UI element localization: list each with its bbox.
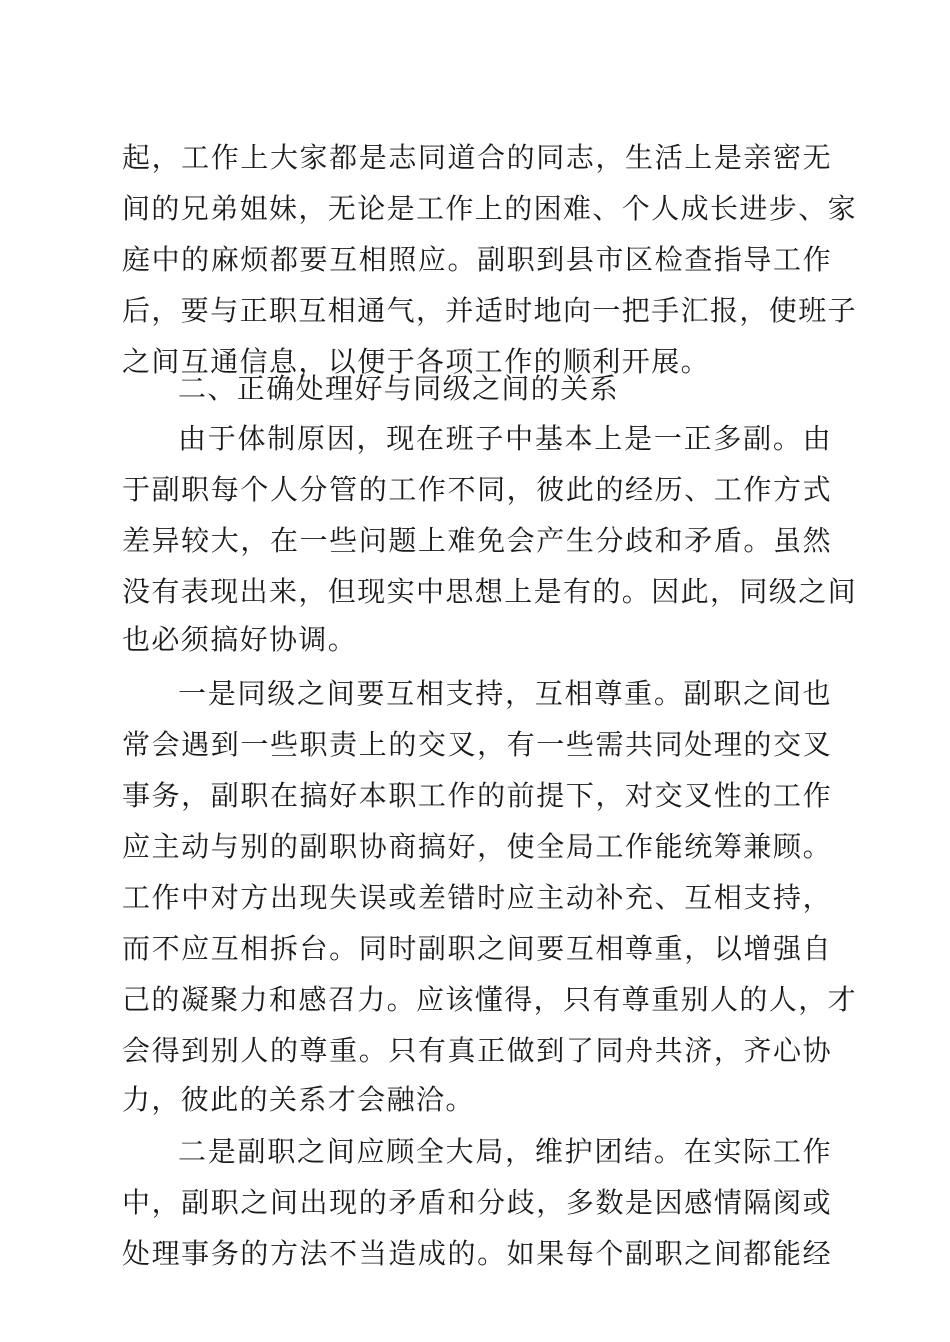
text-line: 起，工作上大家都是志同道合的同志，生活上是亲密无 [122, 141, 832, 174]
text-line: 由于体制原因，现在班子中基本上是一正多副。由 [178, 422, 832, 455]
text-line: 中，副职之间出现的矛盾和分歧，多数是因感情隔阂或 [122, 1186, 832, 1219]
section-heading: 二、正确处理好与同级之间的关系 [178, 372, 620, 405]
text-line: 没有表现出来，但现实中思想上是有的。因此，同级之间 [122, 575, 858, 608]
text-line: 后，要与正职互相通气，并适时地向一把手汇报，使班子 [122, 294, 858, 327]
text-line: 而不应互相拆台。同时副职之间要互相尊重，以增强自 [122, 932, 832, 965]
text-line: 二是副职之间应顾全大局，维护团结。在实际工作 [178, 1135, 832, 1168]
text-line: 应主动与别的副职协商搞好，使全局工作能统筹兼顾。 [122, 830, 832, 863]
text-line: 事务，副职在搞好本职工作的前提下，对交叉性的工作 [122, 779, 832, 812]
text-line: 差异较大，在一些问题上难免会产生分歧和矛盾。虽然 [122, 524, 832, 557]
text-line: 庭中的麻烦都要互相照应。副职到县市区检查指导工作 [122, 243, 832, 276]
text-line: 间的兄弟姐妹，无论是工作上的困难、个人成长进步、家 [122, 192, 858, 225]
text-line: 常会遇到一些职责上的交叉，有一些需共同处理的交叉 [122, 728, 832, 761]
text-line: 力，彼此的关系才会融洽。 [122, 1083, 475, 1116]
text-line: 处理事务的方法不当造成的。如果每个副职之间都能经 [122, 1237, 832, 1270]
text-line: 工作中对方出现失误或差错时应主动补充、互相支持， [122, 881, 832, 914]
text-line: 也必须搞好协调。 [122, 623, 358, 656]
text-line: 己的凝聚力和感召力。应该懂得，只有尊重别人的人，才 [122, 983, 858, 1016]
text-line: 会得到别人的尊重。只有真正做到了同舟共济，齐心协 [122, 1034, 832, 1067]
text-line: 一是同级之间要互相支持，互相尊重。副职之间也 [178, 677, 832, 710]
text-line: 于副职每个人分管的工作不同，彼此的经历、工作方式 [122, 473, 832, 506]
text-line: 之间互通信息，以便于各项工作的顺利开展。 [122, 345, 711, 378]
